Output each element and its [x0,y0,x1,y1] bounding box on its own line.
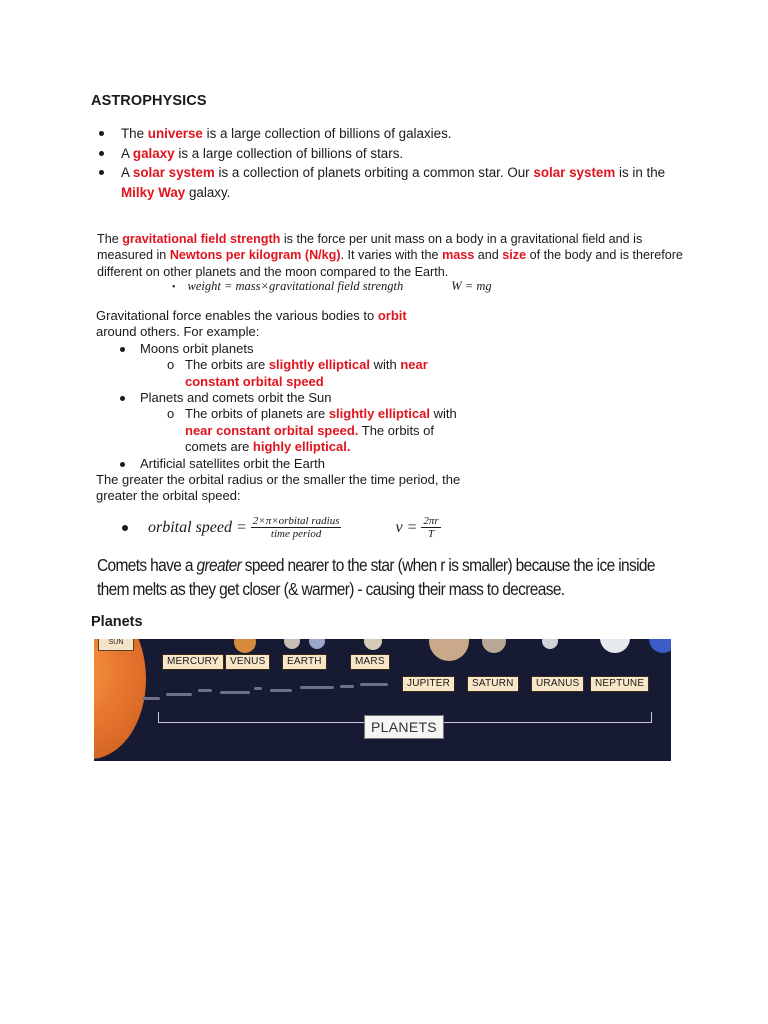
list-item [96,124,696,144]
text: A [121,145,133,161]
fraction [421,515,440,540]
planet-graphic [600,639,630,653]
highlight-term: mass [442,248,475,263]
highlight-term: solar system [533,165,616,180]
comets-paragraph [97,553,673,601]
planet-graphic [364,639,382,650]
text: around others. For example: [96,324,260,340]
asteroid-belt [198,689,212,692]
asteroid-belt [360,683,388,686]
planet-label: MARS [350,654,390,670]
formula-text: weight = mass×gravitational field strength [187,279,404,293]
text: galaxy. [185,184,231,200]
text: is the force per unit mass on a body in a gravitational field and is measured in [97,232,643,263]
numerator: 2×π×orbital radius [252,515,340,527]
asteroid-belt [166,693,192,696]
text: The orbits of comets are [185,422,435,455]
list-item [96,341,476,357]
text: speed nearer to the star (when r is smaller) because the ice inside them melts as they get closer (& warmer) - causing their mass to decrease. [97,555,655,599]
text: Comets have a [97,555,197,575]
highlight-term: near constant orbital speed [185,357,428,389]
planets-heading: Planets [91,614,143,630]
sub-bullet: o [167,357,175,373]
highlight-term: highly elliptical. [252,439,351,455]
bullet: • [172,282,176,293]
text: A [121,165,133,180]
highlight-term: Newtons per kilogram (N/kg) [169,248,341,263]
text: with [429,406,457,422]
text: is a large collection of billions of galaxies. [202,126,452,141]
asteroid-belt [300,686,334,689]
planet-label: NEPTUNE [590,676,649,692]
planet-graphic [429,639,469,661]
formula-v: v = [395,518,418,536]
field-strength-paragraph [97,231,687,280]
definitions-list [96,124,696,202]
highlight-term: universe [147,126,203,141]
radius-speed-text: The greater the orbital radius or the smaller the time period, the greater the orbital speed: [96,472,461,504]
planets-banner: PLANETS [364,715,444,739]
text: with [369,357,401,373]
sun-label: SUN [98,639,134,651]
bullet [122,525,128,531]
list-item [96,144,696,164]
list-item [96,163,696,202]
planet-label: MERCURY [162,654,224,670]
solar-system-image [94,639,671,761]
denominator: time period [270,528,322,540]
planet-graphic [482,639,506,653]
text: Gravitational force enables the various bodies to [96,308,378,323]
planet-graphic [234,639,256,653]
planet-graphic [284,639,300,649]
asteroid-belt [142,697,160,700]
text: is a collection of planets orbiting a common star. Our [214,165,534,180]
planet-label: URANUS [531,676,584,692]
denominator: T [427,528,435,540]
asteroid-belt [340,685,354,688]
fraction [251,515,342,540]
text: The orbits are [185,357,269,373]
page-title: ASTROPHYSICS [91,93,207,109]
highlight-term: size [502,248,527,263]
text: . It varies with the [340,248,443,263]
orbit-intro [96,308,476,341]
planet-graphic [309,639,325,649]
highlight-term: solar system [132,165,215,180]
highlight-term: galaxy [132,145,175,161]
formula-short: W = mg [451,279,492,293]
orbital-speed-formula [118,515,441,540]
planet-label: JUPITER [402,676,455,692]
highlight-term: near constant orbital speed. [185,422,359,438]
emphasis: greater [196,555,242,575]
planet-graphic [649,639,671,653]
planet-label: SATURN [467,676,519,692]
planet-label: EARTH [282,654,327,670]
text: The orbits of planets are [185,406,329,422]
text: is a large collection of billions of stars. [174,145,404,161]
formula-lhs: orbital speed = [148,518,247,536]
text: is in the [615,165,666,180]
weight-formula [172,279,492,294]
highlight-term: slightly elliptical [268,357,370,373]
asteroid-belt [220,691,250,694]
highlight-term: slightly elliptical [328,406,430,422]
numerator: 2πr [423,515,439,527]
list-item [96,390,476,406]
text: of the body and is therefore different on other planets and the moon compared to the Earth. [97,248,683,279]
text: The [121,126,148,141]
text: Artificial satellites orbit the Earth [140,455,325,471]
sub-list-item [96,357,476,390]
sub-list-item [96,406,476,455]
asteroid-belt [254,687,262,690]
planet-graphic [542,639,558,649]
highlight-term: Milky Way [121,184,186,200]
text: The [97,232,123,246]
text: and [474,248,503,263]
orbit-section [96,308,476,505]
asteroid-belt [270,689,292,692]
list-item [96,456,476,472]
text: Planets and comets orbit the Sun [140,390,332,406]
sub-bullet: o [167,406,175,422]
highlight-term: orbit [377,308,407,323]
highlight-term: gravitational field strength [122,232,281,246]
planet-label: VENUS [225,654,270,670]
text: Moons orbit planets [140,340,254,356]
sun-graphic [94,639,146,759]
